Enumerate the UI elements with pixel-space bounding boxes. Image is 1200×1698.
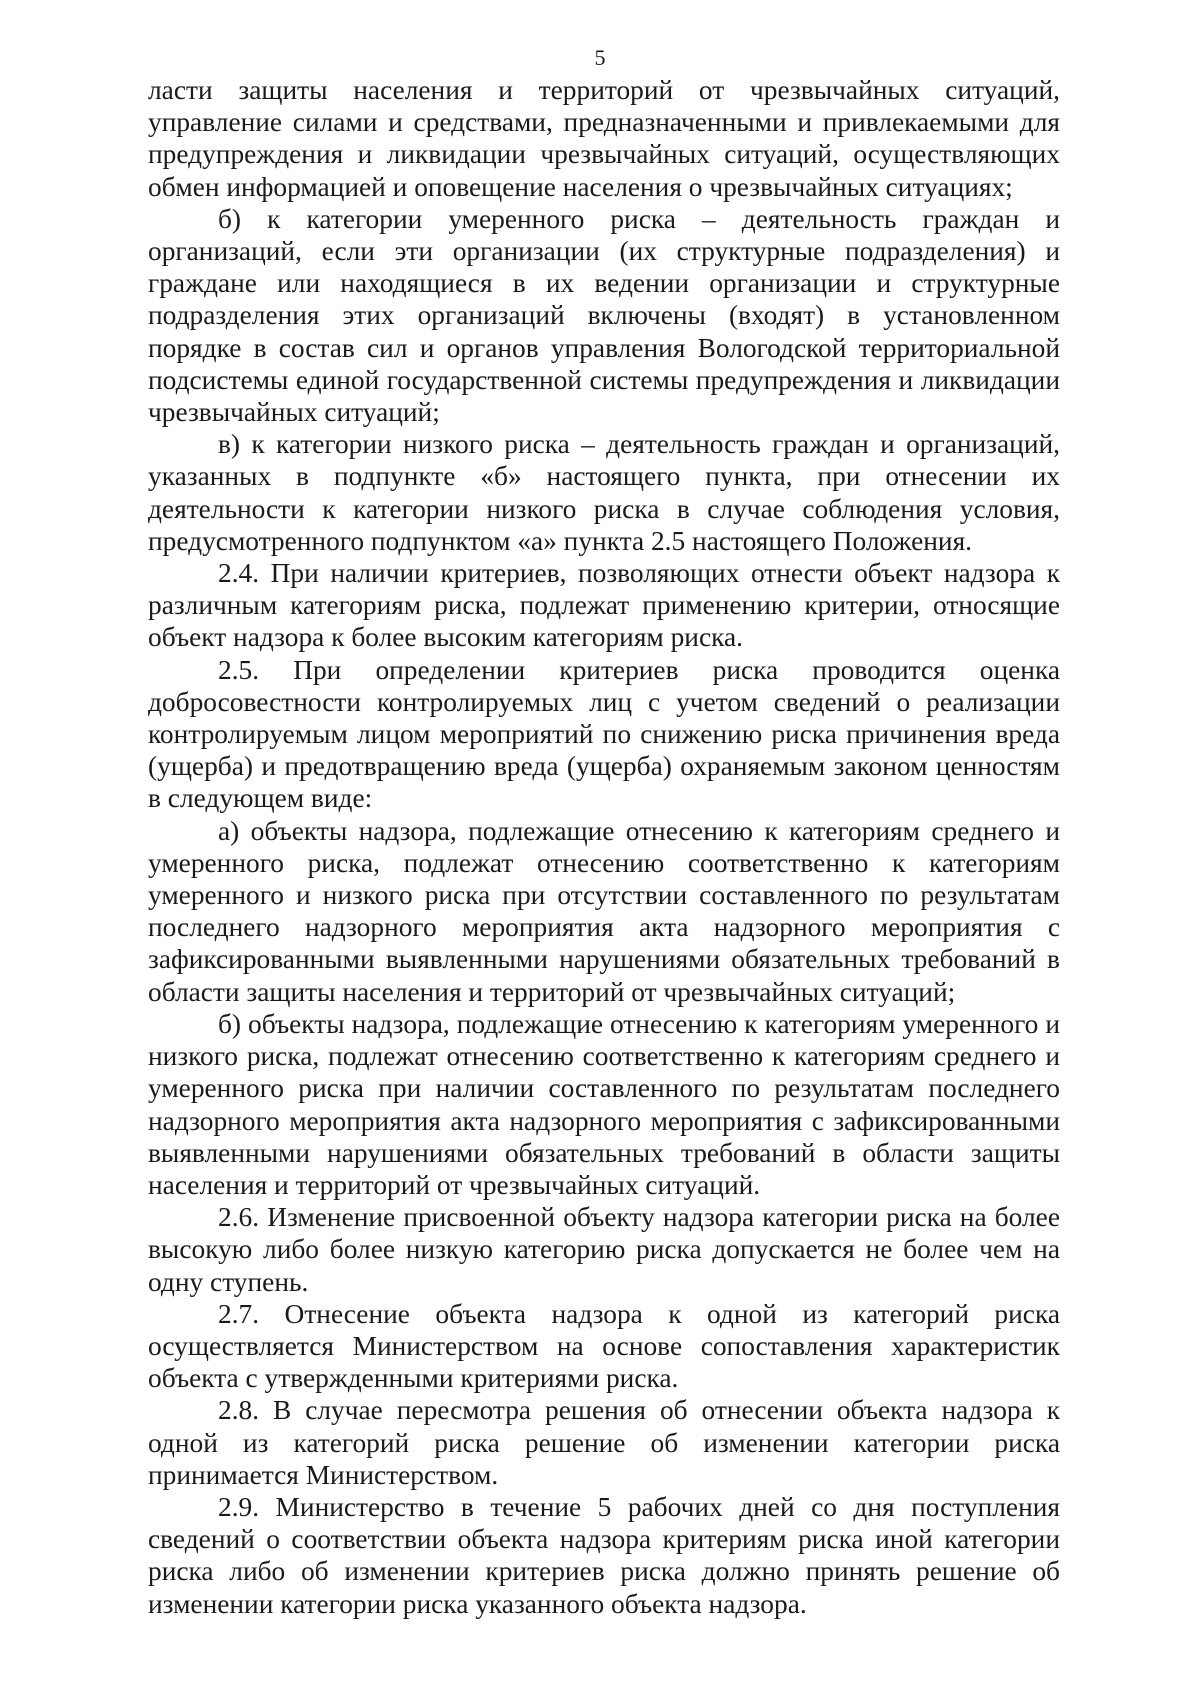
page-number: 5: [594, 45, 606, 70]
paragraph-2-5-b: б) объекты надзора, подлежащие отнесению к категориям умеренного и низкого риска, подлежат отнесению соответственно к категориям среднего и умеренного риска при наличии составленного по результатам последнего надзорного мероприятия акта надзорного мероприятия с зафиксированными выявленными нарушениями обязательных требований в области защиты населения и территорий от чрезвычайных ситуаций.: [148, 1008, 1060, 1200]
paragraph-low-risk: в) к категории низкого риска – деятельность граждан и организаций, указанных в подпункте «б» настоящего пункта, при отнесении их деятельности к категории низкого риска в случае соблюдения условия, предусмотренного подпунктом «а» пункта 2.5 настоящего Положения.: [148, 429, 1060, 556]
paragraph-2-4: 2.4. При наличии критериев, позволяющих отнести объект надзора к различным категориям риска, подлежат применению критерии, относящие объект надзора к более высоким категориям риска.: [148, 558, 1060, 653]
paragraph-2-7: 2.7. Отнесение объекта надзора к одной из категорий риска осуществляется Министерством на основе сопоставления характеристик объекта с утвержденными критериями риска.: [148, 1298, 1060, 1394]
paragraph-2-5: 2.5. При определении критериев риска проводится оценка добросовестности контролируемых лиц с учетом сведений о реализации контролируемым лицом мероприятий по снижению риска причинения вреда (ущерба) и предотвращению вреда (ущерба) охраняемым законом ценностям в следующем виде:: [148, 654, 1060, 814]
paragraph-2-9: 2.9. Министерство в течение 5 рабочих дней со дня поступления сведений о соответствии объекта надзора критериям риска иной категории риска либо об изменении критериев риска должно принять решение об изменении категории риска указанного объекта надзора.: [148, 1491, 1060, 1619]
paragraph-2-5-a: а) объекты надзора, подлежащие отнесению к категориям среднего и умеренного риска, подлежат отнесению соответственно к категориям умеренного и низкого риска при отсутствии составленного по результатам последнего надзорного мероприятия акта надзорного мероприятия с зафиксированными выявленными нарушениями обязательных требований в области защиты населения и территорий от чрезвычайных ситуаций;: [148, 815, 1060, 1007]
document-body: [148, 74, 1060, 1620]
paragraph-2-8: 2.8. В случае пересмотра решения об отнесении объекта надзора к одной из категорий риска решение об изменении категории риска принимается Министерством.: [148, 1395, 1060, 1490]
paragraph-moderate-risk: б) к категории умеренного риска – деятельность граждан и организаций, если эти организации (их структурные подразделения) и граждане или находящиеся в их ведении организации и структурные подразделения этих организаций включены (входят) в установленном порядке в состав сил и органов управления Вологодской территориальной подсистемы единой государственной системы предупреждения и ликвидации чрезвычайных ситуаций;: [148, 203, 1060, 428]
paragraph-2-6: 2.6. Изменение присвоенной объекту надзора категории риска на более высокую либо более низкую категорию риска допускается не более чем на одну ступень.: [148, 1202, 1060, 1297]
paragraph-continuation: ласти защиты населения и территорий от чрезвычайных ситуаций, управление силами и средствами, предназначенными и привлекаемыми для предупреждения и ликвидации чрезвычайных ситуаций, осуществляющих обмен информацией и оповещение населения о чрезвычайных ситуациях;: [148, 75, 1060, 202]
